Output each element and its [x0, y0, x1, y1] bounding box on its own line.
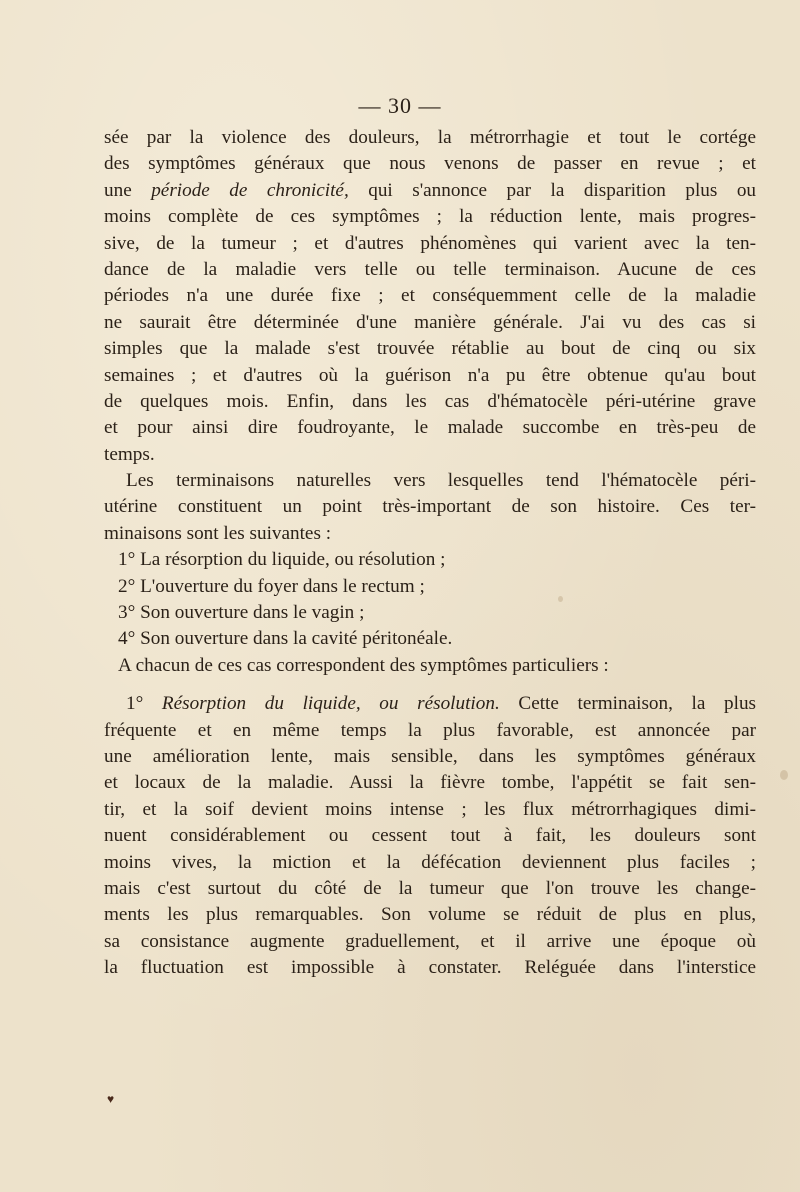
- text-fragment: qui s'annonce par la disparition plus ou: [368, 179, 757, 201]
- text-line: la fluctuation est impossible à constater. Reléguée dans l'interstice: [104, 957, 756, 979]
- list-item: 2° L'ouverture du foyer dans le rectum ;: [118, 575, 425, 597]
- section-heading-line: [104, 691, 756, 717]
- text-line: sa consistance augmente graduellement, et il arrive une époque où: [104, 930, 756, 952]
- text-line: ne saurait être déterminée d'une manière générale. J'ai vu des cas si: [104, 311, 756, 333]
- text-line: nuent considérablement ou cessent tout à fait, les douleurs sont: [104, 825, 756, 847]
- list-item: 1° La résorption du liquide, ou résolution ;: [118, 549, 446, 571]
- text-line: sive, de la tumeur ; et d'autres phénomènes qui varient avec la ten-: [104, 232, 756, 254]
- text-line: utérine constituent un point très-important de son histoire. Ces ter-: [104, 496, 756, 518]
- text-line: une amélioration lente, mais sensible, dans les symptômes généraux: [104, 745, 756, 767]
- text-line: dance de la maladie vers telle ou telle terminaison. Aucune de ces: [104, 258, 756, 280]
- text-line: périodes n'a une durée fixe ; et conséquemment celle de la maladie: [104, 285, 756, 307]
- text-line: [104, 178, 756, 204]
- text-line: A chacun de ces cas correspondent des symptômes particuliers :: [118, 654, 609, 676]
- list-item: 4° Son ouverture dans la cavité péritonéale.: [118, 628, 453, 650]
- text-line: ments les plus remarquables. Son volume se réduit de plus en plus,: [104, 904, 756, 926]
- italic-phrase: période de chronicité,: [151, 179, 349, 201]
- ink-mark-icon: ♥: [107, 1092, 115, 1106]
- foxing-spot: [780, 770, 788, 780]
- body-text: [104, 125, 756, 982]
- text-line: des symptômes généraux que nous venons de passer en revue ; et: [104, 153, 756, 175]
- text-line: tir, et la soif devient moins intense ; les flux métrorrhagiques dimi-: [104, 798, 756, 820]
- text-line: et locaux de la maladie. Aussi la fièvre tombe, l'appétit se fait sen-: [104, 772, 756, 794]
- section-heading: Résorption du liquide, ou résolution.: [161, 693, 500, 715]
- text-line: minaisons sont les suivantes :: [104, 522, 332, 544]
- text-line: de quelques mois. Enfin, dans les cas d'hématocèle péri-utérine grave: [104, 390, 756, 412]
- text-line: Les terminaisons naturelles vers lesquelles tend l'hématocèle péri-: [126, 470, 756, 492]
- foxing-spot: [558, 596, 563, 602]
- text-line: simples que la malade s'est trouvée rétablie au bout de cinq ou six: [104, 338, 756, 360]
- text-line: fréquente et en même temps la plus favorable, est annoncée par: [104, 719, 756, 741]
- list-item: 3° Son ouverture dans le vagin ;: [118, 602, 365, 624]
- text-line: moins complète de ces symptômes ; la réduction lente, mais progres-: [104, 206, 756, 228]
- text-line: moins vives, la miction et la défécation deviennent plus faciles ;: [104, 851, 756, 873]
- text-fragment: une: [104, 179, 132, 201]
- text-line: mais c'est surtout du côté de la tumeur que l'on trouve les change-: [104, 877, 756, 899]
- text-line: et pour ainsi dire foudroyante, le malade succombe en très-peu de: [104, 417, 756, 439]
- text-line: temps.: [104, 443, 155, 465]
- text-line: semaines ; et d'autres où la guérison n'a pu être obtenue qu'au bout: [104, 364, 756, 386]
- text-fragment: Cette terminaison, la plus: [518, 693, 757, 715]
- text-line: sée par la violence des douleurs, la métrorrhagie et tout le cortége: [104, 127, 756, 148]
- section-number: 1°: [126, 693, 144, 715]
- page-number: — 30 —: [358, 93, 442, 118]
